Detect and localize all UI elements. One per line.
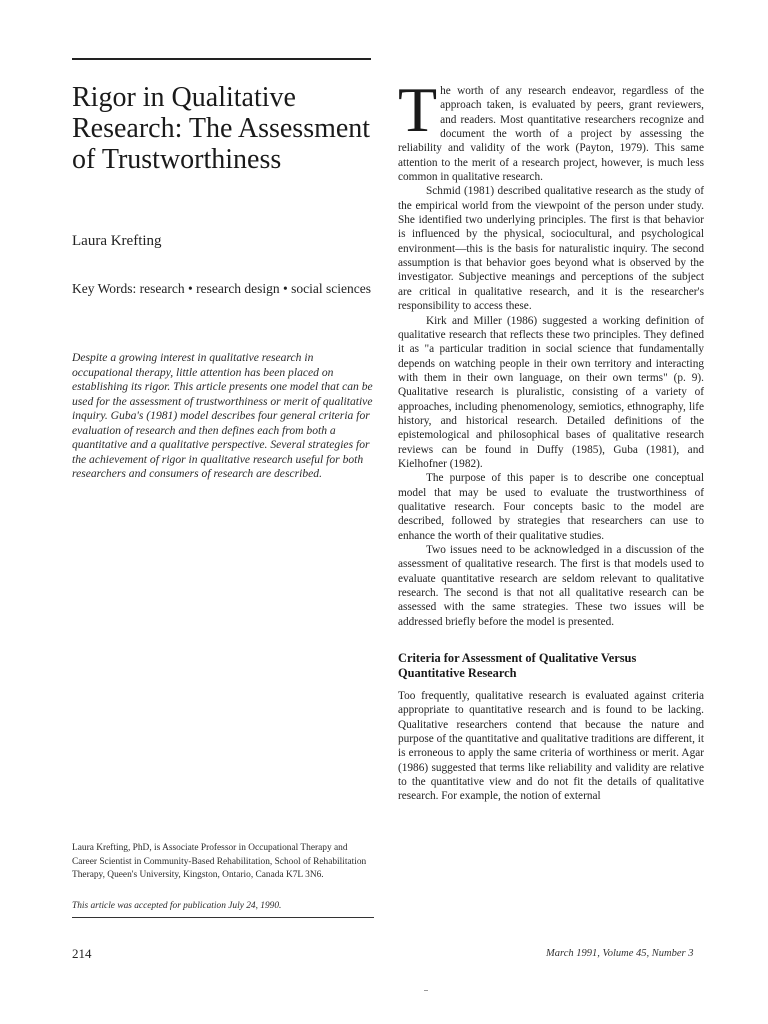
abstract: Despite a growing interest in qualitative research in occupational therapy, little attention has been placed on establishing its rigor. This article presents one model that can be used for the assessment of trustworthiness or merit of qualitative inquiry. Guba's (1981) model describes four general criteria for evaluation of research and then defines each from both a quantitative and a qualitative perspective. Several strategies for the achievement of rigor in qualitative research useful for both researchers and consumers of research are described. [72,351,373,480]
body-paragraph-2: Schmid (1981) described qualitative research as the study of the empirical world from the viewpoint of the person under study. She identified two underlying principles. The first is that behavior is influenced by the physical, sociocultural, and psychological environment—this is the basis for naturalistic inquiry. The second assumption is that behavior goes beyond what is observed by the investigator. Subjective meanings and perceptions of the subject are critical in qualitative research, and it is the researcher's responsibility to access these. [398,185,704,313]
body-paragraph-3: Kirk and Miller (1986) suggested a working definition of qualitative research that reflects these two principles. They defined it as "a particular tradition in social science that fundamentally depends on watching people in their own territory and interacting with them in their own language, on their own terms" (p. 9). Qualitative research is pluralistic, consisting of a variety of approaches, including phenomenology, semiotics, ethnography, life history, and historical research. Detailed definitions of the epistemological and philosophical bases of qualitative research reviews can be found in Duffy (1985), Guba (1981), and Kielhofner (1982). [398,314,704,470]
article-title: Rigor in Qualitative Research: The Assessment of Trustworthiness [72,82,371,175]
author-name: Laura Krefting [72,233,162,249]
body-column [398,74,704,804]
author-bio: Laura Krefting, PhD, is Associate Professor in Occupational Therapy and Career Scientist in Community-Based Rehabilitation, School of Rehabilitation Therapy, Queen's University, Kingston, Ontario, Canada K7L 3N6. [72,843,367,880]
top-rule [72,58,371,60]
body-paragraph-5: Two issues need to be acknowledged in a discussion of the assessment of qualitative research. The first is that models used to evaluate quantitative research are seldom relevant to qualitative research. The second is that not all qualitative research can be assessed with the same strategies. These two issues will be addressed briefly before the model is presented. [398,544,704,628]
bio-rule [72,917,374,918]
keywords: Key Words: research • research design • social sciences [72,281,371,296]
footer-mark [424,990,428,991]
section-heading: Criteria for Assessment of Qualitative Versus Quantitative Research [398,651,637,681]
acceptance-note: This article was accepted for publication July 24, 1990. [72,901,282,911]
body-paragraph-6: Too frequently, qualitative research is evaluated against criteria appropriate to quantitative research and is found to be lacking. Qualitative researchers contend that because the nature and purpose of the quantitative and qualitative traditions are different, it is erroneous to apply the same criteria of worthiness or merit. Agar (1986) suggested that terms like reliability and validity are relative to the quantitative view and do not fit the details of qualitative research. For example, the notion of external [398,690,704,803]
body-paragraph-1: The worth of any research endeavor, regardless of the approach taken, is evaluated by peers, grant reviewers, and readers. Most quantitative researchers recognize and document the worth of a project by assessing the reliability and validity of the work (Payton, 1979). This same attention to the merit of a research project, however, is much less common in qualitative research. [398,74,704,184]
running-footer: March 1991, Volume 45, Number 3 [546,948,694,959]
body-paragraph-4: The purpose of this paper is to describe one conceptual model that may be used to evaluate the trustworthiness of qualitative research. Four concepts basic to the model are described, followed by strategies that researchers can use to enhance the worth of their qualitative studies. [398,472,704,542]
page-number: 214 [72,946,92,961]
